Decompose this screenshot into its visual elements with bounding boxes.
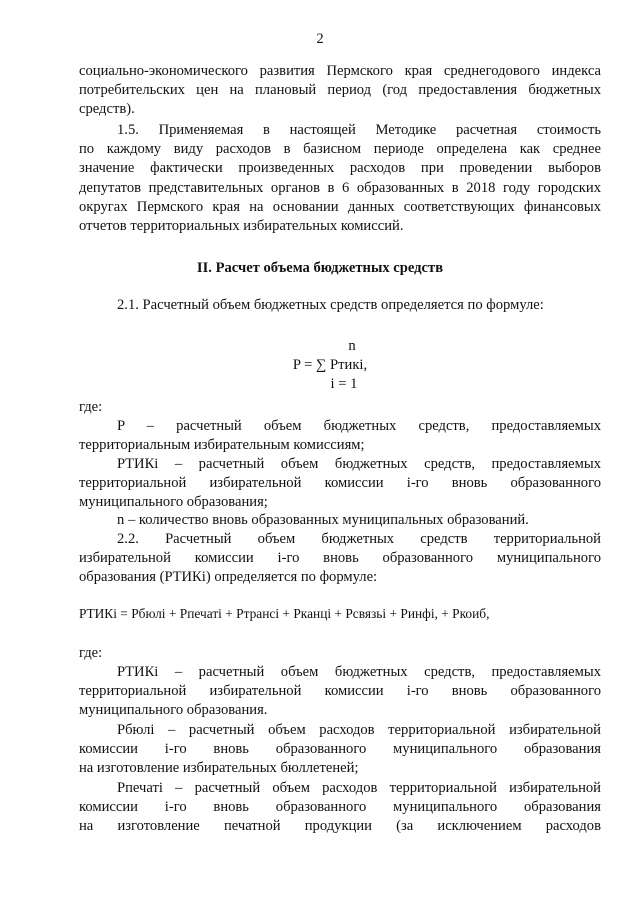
text-line: PТИКi – расчетный объем бюджетных средств, предоставляемых [117, 456, 601, 472]
text-line: 2.1. Расчетный объем бюджетных средств определяется по формуле: [117, 297, 544, 313]
text-line: на изготовление избирательных бюллетеней; [79, 760, 359, 777]
text-line: значение фактически произведенных расходов при проведении выборов [79, 160, 601, 177]
text-line: территориальной избирательной комиссии i-го вновь образованного [79, 683, 601, 700]
paragraph-1-5 [79, 121, 601, 236]
text-line: комиссии i-го вновь образованного муниципального образования [79, 741, 601, 758]
page-number: 2 [316, 31, 324, 47]
formula-ptik: PТИКi = Pбюлi + Pпечатi + Pтрансi + Pканцi + Pсвязьi + Pинфi, + Pкоиб, [79, 606, 490, 621]
text-line: потребительских цен на плановый период (год предоставления бюджетных [79, 82, 601, 99]
text-line: территориальной избирательной комиссии i-го вновь образованного [79, 475, 601, 492]
paragraph-2-2 [79, 530, 601, 588]
definition-n [79, 511, 601, 530]
text-line: комиссии i-го вновь образованного муниципального образования [79, 799, 601, 816]
definition-p [79, 417, 601, 455]
text-line: избирательной комиссии i-го вновь образованного муниципального [79, 550, 601, 567]
text-line: P – расчетный объем бюджетных средств, предоставляемых [117, 418, 601, 434]
text-line: отчетов территориальных избирательных комиссий. [79, 218, 404, 235]
text-line: n – количество вновь образованных муниципальных образований. [117, 512, 529, 528]
text-line: 2.2. Расчетный объем бюджетных средств территориальной [117, 531, 601, 547]
text-line: депутатов представительных органов в 6 образованных в 2018 году городских [79, 179, 601, 196]
text-line: 1.5. Применяемая в настоящей Методике расчетная стоимость [117, 122, 601, 138]
text-line: муниципального образования. [79, 702, 268, 719]
text-line: территориальным избирательным комиссиям; [79, 437, 365, 454]
paragraph-1 [79, 62, 601, 120]
where-label-2 [79, 644, 601, 663]
definition-pbul [79, 721, 601, 779]
where-label-1 [79, 398, 601, 417]
definition-ppechat [79, 779, 601, 837]
section-heading: II. Расчет объема бюджетных средств [196, 260, 444, 276]
text-line: по каждому виду расходов в базисном периоде определена как среднее [79, 141, 601, 158]
paragraph-2-1 [79, 296, 601, 315]
text-line: PТИКi – расчетный объем бюджетных средств, предоставляемых [117, 664, 601, 680]
text-line: социально-экономического развития Пермского края среднегодового индекса [79, 63, 601, 79]
formula-main: P = ∑ Pтикi, [292, 357, 368, 373]
text-line: где: [79, 645, 103, 661]
text-line: на изготовление печатной продукции (за исключением расходов [79, 818, 601, 835]
definition-ptik [79, 455, 601, 513]
definition-ptik-2 [79, 663, 601, 721]
text-line: где: [79, 399, 103, 415]
text-line: округах Пермского края на основании данных соответствующих финансовых [79, 198, 601, 215]
text-line: Pбюлi – расчетный объем расходов территориальной избирательной [117, 722, 601, 738]
formula-upper-limit: n [348, 338, 356, 354]
text-line: муниципального образования; [79, 494, 268, 511]
text-line: образования (PТИКi) определяется по формуле: [79, 569, 378, 586]
text-line: средств). [79, 101, 135, 118]
text-line: Pпечатi – расчетный объем расходов территориальной избирательной [117, 780, 601, 796]
formula-lower-limit: i = 1 [330, 376, 358, 392]
